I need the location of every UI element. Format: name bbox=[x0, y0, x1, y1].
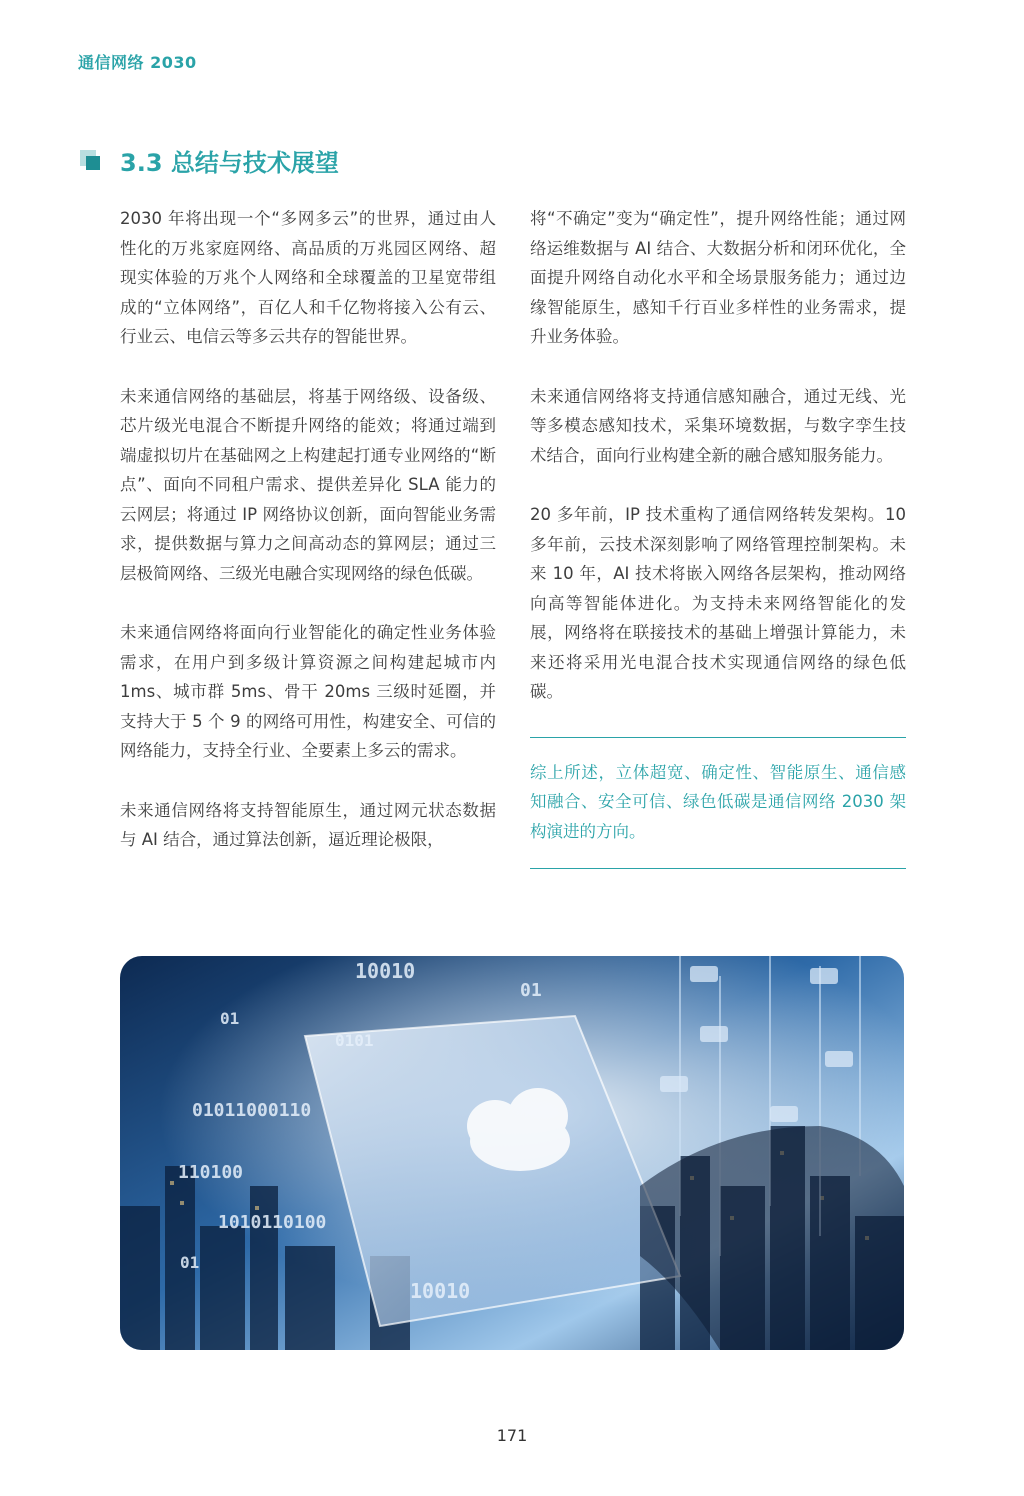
right-column bbox=[530, 204, 906, 869]
binary-string-1: 10010 bbox=[355, 959, 416, 983]
paragraph-intelligent-native-cont: 将“不确定”变为“确定性”，提升网络性能；通过网络运维数据与 AI 结合、大数据分析和闭环优化，全面提升网络自动化水平和全场景服务能力；通过边缘智能原生，感知千行百业多样性的业务需求，提升业务体验。 bbox=[530, 209, 906, 346]
section-heading bbox=[80, 140, 339, 180]
binary-string-8: 10010 bbox=[410, 1279, 471, 1303]
summary-callout bbox=[530, 737, 906, 870]
binary-string-2: 01 bbox=[220, 1009, 240, 1028]
binary-string-6: 1010110100 bbox=[218, 1212, 327, 1233]
section-square-icon bbox=[80, 148, 104, 172]
section-title: 3.3 总结与技术展望 bbox=[120, 148, 339, 177]
hero-image-cloud-tablet bbox=[120, 956, 904, 1350]
paragraph-foundation-layer: 未来通信网络的基础层，将基于网络级、设备级、芯片级光电混合不断提升网络的能效；将通过端到端虚拟切片在基础网之上构建起打通专业网络的“断点”、面向不同租户需求、提供差异化 SLA 能力的云网层；将通过 IP 网络协议创新，面向智能业务需求，提供数据与算力之间高动态的算网层；通过三层极简网络、三级光电融合实现网络的绿色低碳。 bbox=[120, 386, 496, 583]
paragraph-multi-cloud-world: 2030 年将出现一个“多网多云”的世界，通过由人性化的万兆家庭网络、高品质的万兆园区网络、超现实体验的万兆个人网络和全球覆盖的卫星宽带组成的“立体网络”，百亿人和千亿物将接入公有云、行业云、电信云等多云共存的智能世界。 bbox=[120, 209, 496, 346]
binary-string-4: 01011000110 bbox=[192, 1100, 312, 1121]
summary-text: 综上所述，立体超宽、确定性、智能原生、通信感知融合、安全可信、绿色低碳是通信网络 2030 架构演进的方向。 bbox=[530, 762, 906, 841]
left-column bbox=[120, 204, 496, 885]
running-header: 通信网络 2030 bbox=[78, 53, 197, 72]
paragraph-intelligent-native: 未来通信网络将支持智能原生，通过网元状态数据与 AI 结合，通过算法创新，逼近理论极限， bbox=[120, 800, 496, 849]
binary-string-5: 110100 bbox=[178, 1162, 244, 1183]
binary-string-9: 01 bbox=[520, 980, 542, 1001]
binary-string-7: 01 bbox=[180, 1253, 200, 1272]
page-number: 171 bbox=[496, 1426, 528, 1445]
paragraph-history-evolution: 20 多年前，IP 技术重构了通信网络转发架构。10 多年前，云技术深刻影响了网络管理控制架构。未来 10 年，AI 技术将嵌入网络各层架构，推动网络向高等智能体进化。为支持未来网络智能化的发展，网络将在联接技术的基础上增强计算能力，未来还将采用光电混合技术实现通信网络的绿色低碳。 bbox=[530, 505, 906, 701]
paragraph-deterministic-experience: 未来通信网络将面向行业智能化的确定性业务体验需求，在用户到多级计算资源之间构建起城市内 1ms、城市群 5ms、骨干 20ms 三级时延圈，并支持大于 5 个 9 的网络可用性，构建安全、可信的网络能力，支持全行业、全要素上多云的需求。 bbox=[120, 623, 496, 760]
binary-string-3: 0101 bbox=[335, 1031, 374, 1050]
paragraph-sensing-fusion: 未来通信网络将支持通信感知融合，通过无线、光等多模态感知技术，采集环境数据，与数字孪生技术结合，面向行业构建全新的融合感知服务能力。 bbox=[530, 386, 906, 465]
